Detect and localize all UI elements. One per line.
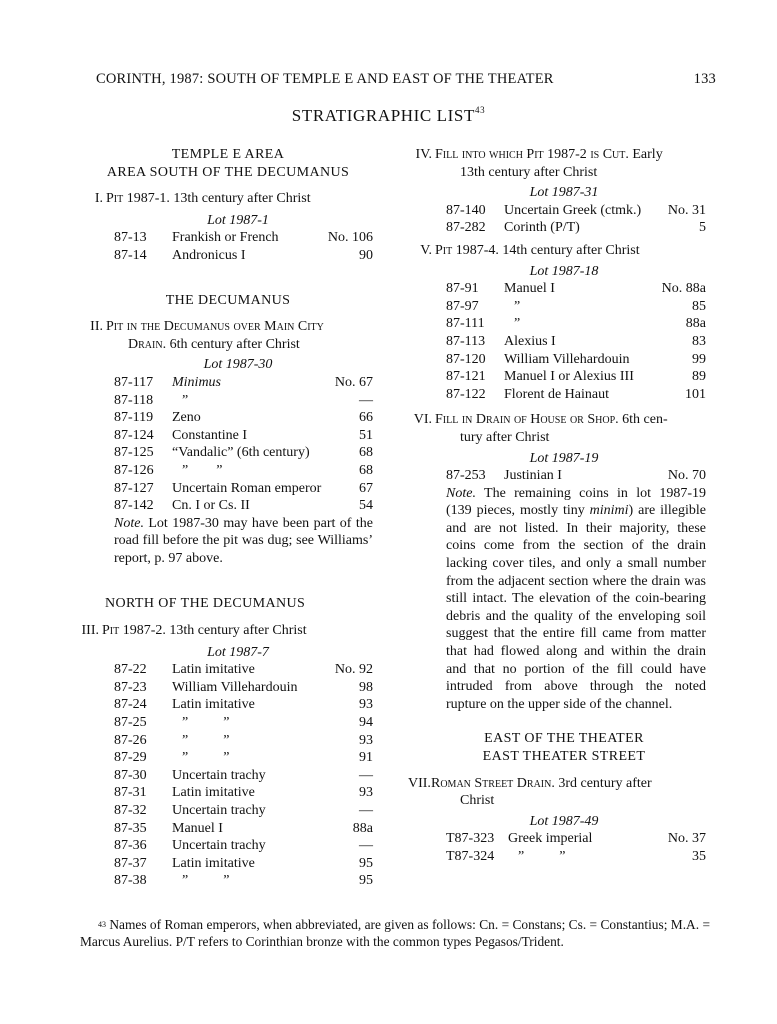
catalogue-number: 95 [359, 855, 373, 871]
table-row [114, 784, 373, 802]
lot-label: Lot 1987-7 [207, 644, 269, 660]
coin-id: 87-32 [114, 803, 147, 818]
coin-description: Manuel I or Alexius III [504, 369, 634, 385]
catalogue-number: 91 [359, 750, 373, 766]
coin-description: Cn. I or Cs. II [172, 498, 250, 514]
left-column [83, 146, 373, 890]
table-row [446, 280, 706, 298]
table-row [446, 848, 706, 866]
catalogue-number: No. 70 [667, 468, 706, 484]
table-row [114, 247, 373, 265]
coin-description: Uncertain trachy [172, 803, 266, 818]
table-row [114, 374, 373, 392]
coin-id: 87-31 [114, 785, 147, 801]
coin-id: T87-324 [446, 848, 495, 864]
coin-description: ” [514, 298, 521, 314]
coin-id: 87-37 [114, 855, 147, 871]
catalogue-number: 67 [359, 480, 373, 496]
coin-description: ” [514, 316, 521, 332]
catalogue-number: — [359, 767, 373, 783]
coin-description: Latin imitative [172, 855, 255, 871]
coin-description: William Villehardouin [504, 351, 630, 367]
coin-id: 87-119 [114, 410, 154, 426]
table-row [114, 392, 373, 410]
coin-list [114, 229, 373, 264]
table-row [446, 298, 706, 316]
area-heading: EAST OF THE THEATER [484, 731, 644, 747]
coin-id: 87-122 [446, 386, 486, 402]
coin-description: ” ” [182, 750, 230, 766]
table-row [114, 661, 373, 679]
section-vi: VI. Fill in Drain of House or Shop. 6th cen- [413, 412, 668, 428]
coin-id: 87-23 [114, 679, 147, 695]
section-vi-line2: tury after Christ [460, 429, 550, 445]
lot-label: Lot 1987-19 [529, 450, 599, 466]
catalogue-number: 35 [692, 848, 706, 864]
coin-list [446, 280, 706, 403]
catalogue-number: 93 [359, 697, 373, 713]
coin-description: Minimus [172, 374, 221, 390]
coin-id: 87-14 [114, 247, 147, 263]
coin-description: Uncertain Roman emperor [172, 480, 322, 496]
catalogue-number: 83 [692, 333, 706, 349]
section-vii: VII. Roman Street Drain. 3rd century after [408, 775, 652, 791]
area-heading: EAST THEATER STREET [482, 749, 646, 764]
catalogue-number: No. 37 [667, 831, 706, 847]
page-title: STRATIGRAPHIC LIST$^{43}$ [291, 105, 486, 125]
coin-id: 87-118 [114, 392, 154, 408]
lot-label: Lot 1987-1 [207, 212, 269, 228]
coin-description: ” ” [518, 848, 566, 864]
table-row [446, 467, 706, 485]
right-column [408, 146, 706, 866]
coin-list [114, 374, 373, 515]
footnote-number: 43 [98, 920, 106, 929]
area-heading: NORTH OF THE DECUMANUS [105, 596, 306, 612]
running-title: CORINTH, 1987: SOUTH OF TEMPLE E AND EAST OF THE THEATER [96, 71, 554, 87]
catalogue-number: 68 [359, 445, 373, 461]
table-row [114, 714, 373, 732]
page-number: 133 [693, 71, 716, 87]
table-row [114, 855, 373, 873]
table-row [114, 679, 373, 697]
coin-id: 87-38 [114, 873, 147, 889]
coin-description: ” ” [182, 732, 230, 748]
coin-id: 87-26 [114, 732, 147, 748]
coin-id: 87-140 [446, 202, 486, 218]
section-i: I. Pit 1987-1. 13th century after Christ [94, 191, 311, 207]
table-row [114, 732, 373, 750]
coin-description: Latin imitative [172, 697, 255, 713]
coin-id: 87-22 [114, 662, 147, 678]
coin-list [446, 467, 706, 485]
footnote-ref[interactable]: 43 [474, 105, 486, 115]
running-header [96, 71, 716, 88]
coin-description: Florent de Hainaut [504, 386, 609, 402]
table-row [114, 444, 373, 462]
section-iv: IV. Fill into which Pit 1987-2 is Cut. Early [415, 147, 663, 162]
coin-description: Uncertain trachy [172, 767, 266, 783]
catalogue-number: 93 [359, 732, 373, 748]
coin-id: 87-111 [446, 316, 485, 332]
catalogue-number: No. 88a [661, 281, 706, 297]
coin-id: 87-120 [446, 351, 486, 367]
catalogue-number: 101 [685, 386, 706, 402]
catalogue-number: — [359, 838, 373, 854]
catalogue-number: 88a [685, 316, 706, 332]
coin-description: ” [182, 392, 189, 408]
catalogue-number: 5 [699, 220, 706, 236]
coin-id: 87-142 [114, 498, 154, 514]
lot-label: Lot 1987-49 [529, 813, 599, 829]
catalogue-number: 54 [359, 498, 373, 514]
table-row [114, 409, 373, 427]
coin-id: 87-35 [114, 820, 147, 836]
coin-id: 87-253 [446, 468, 486, 484]
coin-id: 87-29 [114, 750, 147, 766]
catalogue-number: 68 [359, 462, 373, 478]
table-row [114, 462, 373, 480]
catalogue-number: — [359, 392, 373, 408]
coin-id: 87-126 [114, 462, 154, 478]
catalogue-number: 89 [692, 369, 706, 385]
coin-description: Justinian I [504, 468, 562, 484]
catalogue-number: 66 [359, 410, 373, 426]
coin-description: Andronicus I [172, 247, 246, 263]
table-row [114, 497, 373, 515]
table-row [114, 480, 373, 498]
coin-description: Uncertain Greek (ctmk.) [504, 202, 642, 218]
catalogue-number: 90 [359, 247, 373, 263]
coin-id: 87-25 [114, 715, 147, 731]
coin-id: 87-36 [114, 838, 147, 854]
coin-description: ” ” [182, 462, 223, 478]
coin-description: Greek imperial [508, 831, 593, 847]
coin-id: 87-91 [446, 281, 479, 297]
table-row [114, 767, 373, 785]
table-row [114, 872, 373, 890]
table-row [446, 830, 706, 848]
note: Note. Lot 1987-30 may have been part of the road fill before the pit was dug; see Williams’ report, p. 97 above. [114, 515, 373, 566]
coin-description: Latin imitative [172, 662, 255, 678]
footnote: $^{43}$ Names of Roman emperors, when abbreviated, are given as follows: Cn. = Constans; Cs. = Constantius; M.A. = Marcus Aurelius. P/T refers to Corinthian bronze with the common types Pegasos/Trident. [80, 917, 710, 949]
table-row [114, 837, 373, 855]
catalogue-number: No. 92 [334, 662, 373, 678]
catalogue-number: 94 [359, 715, 373, 731]
coin-id: 87-97 [446, 298, 479, 314]
coin-description: William Villehardouin [172, 679, 298, 695]
section-ii-line2: Drain. 6th century after Christ [128, 336, 300, 352]
table-row [114, 749, 373, 767]
coin-id: 87-127 [114, 480, 154, 496]
coin-description: Latin imitative [172, 785, 255, 801]
lot-label: Lot 1987-30 [203, 357, 273, 373]
section-vii-line2: Christ [460, 793, 495, 809]
area-heading: THE DECUMANUS [165, 292, 291, 308]
table-row [114, 820, 373, 838]
catalogue-number: 98 [359, 679, 373, 695]
coin-description: Alexius I [504, 333, 556, 349]
coin-description: Corinth (P/T) [504, 220, 580, 236]
coin-id: 87-117 [114, 374, 154, 390]
table-row [446, 351, 706, 369]
area-heading: AREA SOUTH OF THE DECUMANUS [106, 164, 350, 180]
catalogue-number: No. 31 [667, 202, 706, 218]
coin-description: Frankish or French [172, 230, 279, 246]
coin-id: 87-30 [114, 767, 147, 783]
catalogue-number: 99 [692, 351, 706, 367]
coin-id: 87-24 [114, 697, 147, 713]
catalogue-number: No. 67 [334, 374, 373, 390]
table-row [446, 333, 706, 351]
table-row [446, 315, 706, 333]
table-row [446, 202, 706, 220]
coin-id: 87-113 [446, 333, 486, 349]
lot-label: Lot 1987-31 [529, 185, 599, 201]
table-row [446, 219, 706, 237]
coin-list [446, 202, 706, 237]
coin-id: 87-121 [446, 369, 486, 385]
coin-description: Uncertain trachy [172, 838, 266, 854]
coin-description: ” ” [182, 715, 230, 731]
coin-description: “Vandalic” (6th century) [172, 445, 310, 461]
catalogue-number: 95 [359, 873, 373, 889]
catalogue-number: No. 106 [327, 230, 373, 246]
table-row [114, 229, 373, 247]
coin-description: Zeno [172, 410, 201, 426]
catalogue-number: — [359, 803, 373, 818]
coin-description: Manuel I [504, 281, 555, 297]
area-heading: TEMPLE E AREA [171, 147, 285, 162]
coin-description: Constantine I [172, 427, 248, 443]
table-row [446, 368, 706, 386]
coin-id: 87-125 [114, 445, 154, 461]
coin-description: Manuel I [172, 820, 223, 836]
lot-label: Lot 1987-18 [529, 263, 599, 279]
coin-id: T87-323 [446, 831, 495, 847]
section-iv-line2: 13th century after Christ [460, 164, 598, 180]
section-v: V. Pit 1987-4. 14th century after Christ [420, 242, 640, 258]
coin-id: 87-282 [446, 220, 486, 236]
coin-list [446, 830, 706, 865]
coin-list [114, 661, 373, 890]
table-row [446, 386, 706, 404]
note: Note. The remaining coins in lot 1987-19 (139 pieces, mostly tiny minimi) are illegible and are not listed. In their majority, these coins come from the section of the drain lacking cover tiles, and only a small number from the adjacent section where the drain was still intact. The elevation of the coin-bearing debris and the quality of the enveloping soil suggest that the entire fill came from matter that had flowed along and within the drain and that no portion of the fill could have intruded from above through the noted rupture on the upper side of the channel. [446, 485, 706, 712]
coin-description: ” ” [182, 873, 230, 889]
table-row [114, 427, 373, 445]
table-row [114, 696, 373, 714]
section-ii: II. Pit in the Decumanus over Main City [90, 319, 324, 335]
table-row [114, 802, 373, 820]
coin-id: 87-13 [114, 230, 147, 246]
catalogue-number: 85 [692, 298, 706, 314]
catalogue-number: 51 [359, 427, 373, 443]
catalogue-number: 88a [352, 820, 373, 836]
section-iii: III. Pit 1987-2. 13th century after Christ [81, 623, 307, 639]
catalogue-number: 93 [359, 785, 373, 801]
coin-id: 87-124 [114, 427, 154, 443]
